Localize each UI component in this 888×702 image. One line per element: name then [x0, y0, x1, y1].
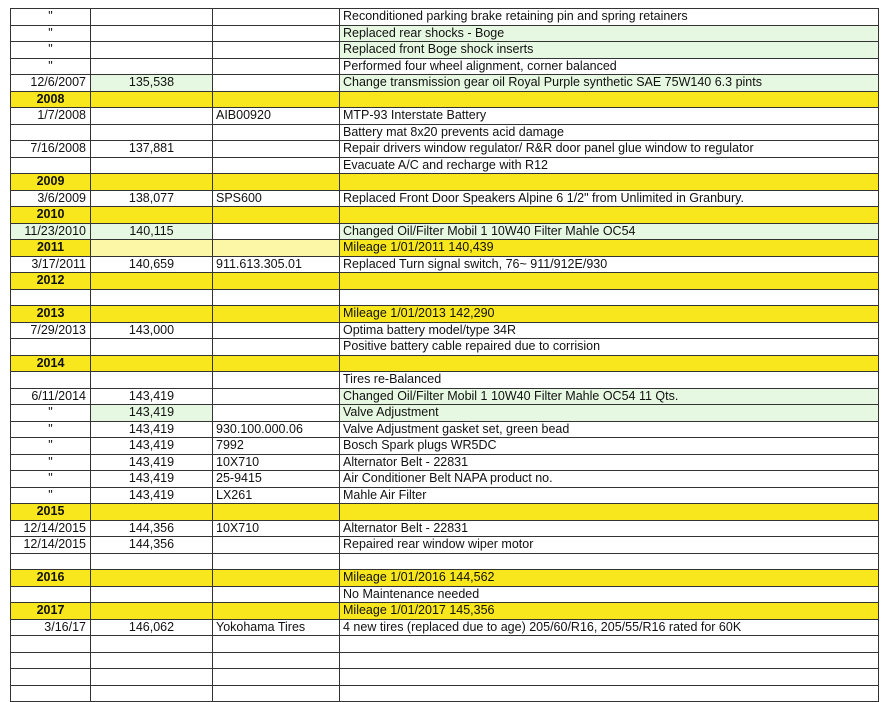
description-cell: Replaced Front Door Speakers Alpine 6 1/2" from Unlimited in Granbury. [340, 190, 879, 207]
part-number-cell [213, 9, 340, 26]
date-cell: " [11, 25, 91, 42]
description-cell: Mileage 1/01/2016 144,562 [340, 570, 879, 587]
mileage-cell [91, 9, 213, 26]
year-header-row [11, 273, 879, 290]
description-cell: 4 new tires (replaced due to age) 205/60/R16, 205/55/R16 rated for 60K [340, 619, 879, 636]
year-header-cell: 2017 [11, 603, 91, 620]
part-number-cell [213, 388, 340, 405]
description-cell: Reconditioned parking brake retaining pin and spring retainers [340, 9, 879, 26]
table-row [11, 124, 879, 141]
year-header-row [11, 207, 879, 224]
description-cell: Positive battery cable repaired due to corrision [340, 339, 879, 356]
date-cell [11, 636, 91, 653]
table-row [11, 438, 879, 455]
table-row [11, 289, 879, 306]
mileage-cell [91, 207, 213, 224]
mileage-cell: 144,356 [91, 537, 213, 554]
part-number-cell [213, 223, 340, 240]
mileage-cell [91, 273, 213, 290]
date-cell: 12/14/2015 [11, 520, 91, 537]
date-cell [11, 586, 91, 603]
year-header-cell: 2015 [11, 504, 91, 521]
date-cell: 7/29/2013 [11, 322, 91, 339]
part-number-cell: 911.613.305.01 [213, 256, 340, 273]
description-cell: Replaced Turn signal switch, 76~ 911/912E/930 [340, 256, 879, 273]
table-row [11, 454, 879, 471]
mileage-cell: 143,419 [91, 438, 213, 455]
mileage-cell [91, 586, 213, 603]
mileage-cell: 138,077 [91, 190, 213, 207]
description-cell: Mileage 1/01/2011 140,439 [340, 240, 879, 257]
year-header-row [11, 355, 879, 372]
mileage-cell [91, 25, 213, 42]
date-cell [11, 372, 91, 389]
part-number-cell [213, 25, 340, 42]
table-row [11, 388, 879, 405]
part-number-cell [213, 289, 340, 306]
description-cell [340, 355, 879, 372]
part-number-cell [213, 240, 340, 257]
description-cell: Alternator Belt - 22831 [340, 520, 879, 537]
part-number-cell [213, 75, 340, 92]
description-cell: Mileage 1/01/2017 145,356 [340, 603, 879, 620]
description-cell: Repaired rear window wiper motor [340, 537, 879, 554]
table-row [11, 553, 879, 570]
description-cell: Evacuate A/C and recharge with R12 [340, 157, 879, 174]
part-number-cell: 10X710 [213, 454, 340, 471]
description-cell: Changed Oil/Filter Mobil 1 10W40 Filter Mahle OC54 [340, 223, 879, 240]
part-number-cell [213, 553, 340, 570]
mileage-cell [91, 306, 213, 323]
date-cell: 11/23/2010 [11, 223, 91, 240]
description-cell [340, 669, 879, 686]
part-number-cell [213, 124, 340, 141]
description-cell: Valve Adjustment gasket set, green bead [340, 421, 879, 438]
table-row [11, 405, 879, 422]
description-cell: Tires re-Balanced [340, 372, 879, 389]
mileage-cell: 143,419 [91, 405, 213, 422]
table-row [11, 669, 879, 686]
part-number-cell: 10X710 [213, 520, 340, 537]
mileage-cell [91, 58, 213, 75]
part-number-cell [213, 355, 340, 372]
part-number-cell [213, 685, 340, 702]
mileage-cell: 140,659 [91, 256, 213, 273]
mileage-cell [91, 603, 213, 620]
date-cell: 3/17/2011 [11, 256, 91, 273]
mileage-cell [91, 157, 213, 174]
year-header-row [11, 240, 879, 257]
table-row [11, 685, 879, 702]
table-row [11, 339, 879, 356]
part-number-cell [213, 586, 340, 603]
table-row [11, 108, 879, 125]
mileage-cell: 137,881 [91, 141, 213, 158]
table-row [11, 75, 879, 92]
year-header-row [11, 306, 879, 323]
date-cell [11, 652, 91, 669]
part-number-cell [213, 405, 340, 422]
mileage-cell [91, 91, 213, 108]
part-number-cell: 930.100.000.06 [213, 421, 340, 438]
table-row [11, 25, 879, 42]
description-cell: Changed Oil/Filter Mobil 1 10W40 Filter Mahle OC54 11 Qts. [340, 388, 879, 405]
mileage-cell [91, 636, 213, 653]
maintenance-log-body [11, 9, 879, 702]
description-cell [340, 289, 879, 306]
mileage-cell: 135,538 [91, 75, 213, 92]
year-header-row [11, 504, 879, 521]
description-cell: Optima battery model/type 34R [340, 322, 879, 339]
description-cell: Alternator Belt - 22831 [340, 454, 879, 471]
date-cell: " [11, 487, 91, 504]
part-number-cell [213, 306, 340, 323]
part-number-cell [213, 372, 340, 389]
mileage-cell [91, 652, 213, 669]
date-cell [11, 553, 91, 570]
description-cell: Repair drivers window regulator/ R&R door panel glue window to regulator [340, 141, 879, 158]
description-cell [340, 207, 879, 224]
table-row [11, 421, 879, 438]
year-header-row [11, 91, 879, 108]
table-row [11, 586, 879, 603]
date-cell: 1/7/2008 [11, 108, 91, 125]
part-number-cell [213, 603, 340, 620]
date-cell: 12/6/2007 [11, 75, 91, 92]
mileage-cell [91, 240, 213, 257]
mileage-cell: 143,419 [91, 454, 213, 471]
description-cell: Battery mat 8x20 prevents acid damage [340, 124, 879, 141]
mileage-cell: 140,115 [91, 223, 213, 240]
date-cell: " [11, 421, 91, 438]
year-header-cell: 2013 [11, 306, 91, 323]
year-header-row [11, 174, 879, 191]
year-header-cell: 2012 [11, 273, 91, 290]
table-row [11, 58, 879, 75]
date-cell: " [11, 9, 91, 26]
date-cell: " [11, 405, 91, 422]
mileage-cell: 143,419 [91, 471, 213, 488]
table-row [11, 157, 879, 174]
mileage-cell [91, 685, 213, 702]
year-header-cell: 2009 [11, 174, 91, 191]
part-number-cell [213, 157, 340, 174]
mileage-cell: 143,419 [91, 421, 213, 438]
mileage-cell [91, 108, 213, 125]
description-cell [340, 273, 879, 290]
part-number-cell [213, 141, 340, 158]
part-number-cell [213, 652, 340, 669]
mileage-cell: 143,419 [91, 388, 213, 405]
mileage-cell [91, 289, 213, 306]
date-cell [11, 685, 91, 702]
date-cell: 3/16/17 [11, 619, 91, 636]
date-cell: " [11, 471, 91, 488]
table-row [11, 652, 879, 669]
year-header-cell: 2010 [11, 207, 91, 224]
part-number-cell [213, 669, 340, 686]
part-number-cell: AIB00920 [213, 108, 340, 125]
date-cell: " [11, 42, 91, 59]
table-row [11, 537, 879, 554]
date-cell [11, 289, 91, 306]
date-cell: 12/14/2015 [11, 537, 91, 554]
table-row [11, 322, 879, 339]
part-number-cell [213, 322, 340, 339]
table-row [11, 636, 879, 653]
mileage-cell [91, 570, 213, 587]
description-cell: Bosch Spark plugs WR5DC [340, 438, 879, 455]
description-cell [340, 504, 879, 521]
date-cell: 7/16/2008 [11, 141, 91, 158]
description-cell [340, 636, 879, 653]
year-header-row [11, 603, 879, 620]
table-row [11, 190, 879, 207]
part-number-cell [213, 273, 340, 290]
part-number-cell [213, 504, 340, 521]
date-cell: 3/6/2009 [11, 190, 91, 207]
mileage-cell [91, 504, 213, 521]
mileage-cell [91, 174, 213, 191]
part-number-cell [213, 91, 340, 108]
date-cell [11, 157, 91, 174]
maintenance-log-table [10, 8, 879, 702]
table-row [11, 372, 879, 389]
description-cell [340, 685, 879, 702]
year-header-cell: 2008 [11, 91, 91, 108]
mileage-cell: 146,062 [91, 619, 213, 636]
mileage-cell [91, 372, 213, 389]
description-cell: MTP-93 Interstate Battery [340, 108, 879, 125]
table-row [11, 141, 879, 158]
date-cell: " [11, 438, 91, 455]
table-row [11, 42, 879, 59]
description-cell [340, 174, 879, 191]
mileage-cell: 143,419 [91, 487, 213, 504]
description-cell: Mahle Air Filter [340, 487, 879, 504]
description-cell: No Maintenance needed [340, 586, 879, 603]
description-cell: Replaced front Boge shock inserts [340, 42, 879, 59]
description-cell [340, 652, 879, 669]
date-cell [11, 339, 91, 356]
table-row [11, 223, 879, 240]
mileage-cell [91, 42, 213, 59]
description-cell: Replaced rear shocks - Boge [340, 25, 879, 42]
year-header-cell: 2016 [11, 570, 91, 587]
table-row [11, 471, 879, 488]
description-cell: Performed four wheel alignment, corner balanced [340, 58, 879, 75]
part-number-cell [213, 339, 340, 356]
part-number-cell [213, 570, 340, 587]
description-cell: Valve Adjustment [340, 405, 879, 422]
description-cell [340, 91, 879, 108]
table-row [11, 256, 879, 273]
part-number-cell [213, 174, 340, 191]
mileage-cell [91, 553, 213, 570]
table-row [11, 520, 879, 537]
part-number-cell [213, 537, 340, 554]
year-header-cell: 2011 [11, 240, 91, 257]
mileage-cell [91, 339, 213, 356]
part-number-cell [213, 636, 340, 653]
date-cell: 6/11/2014 [11, 388, 91, 405]
mileage-cell [91, 669, 213, 686]
description-cell [340, 553, 879, 570]
year-header-cell: 2014 [11, 355, 91, 372]
mileage-cell [91, 355, 213, 372]
part-number-cell: SPS600 [213, 190, 340, 207]
part-number-cell: 7992 [213, 438, 340, 455]
date-cell [11, 124, 91, 141]
table-row [11, 487, 879, 504]
table-row [11, 9, 879, 26]
mileage-cell: 144,356 [91, 520, 213, 537]
description-cell: Change transmission gear oil Royal Purple synthetic SAE 75W140 6.3 pints [340, 75, 879, 92]
part-number-cell [213, 207, 340, 224]
mileage-cell [91, 124, 213, 141]
part-number-cell: 25-9415 [213, 471, 340, 488]
description-cell: Air Conditioner Belt NAPA product no. [340, 471, 879, 488]
part-number-cell [213, 42, 340, 59]
part-number-cell [213, 58, 340, 75]
description-cell: Mileage 1/01/2013 142,290 [340, 306, 879, 323]
table-row [11, 619, 879, 636]
date-cell: " [11, 454, 91, 471]
part-number-cell: LX261 [213, 487, 340, 504]
date-cell [11, 669, 91, 686]
date-cell: " [11, 58, 91, 75]
mileage-cell: 143,000 [91, 322, 213, 339]
part-number-cell: Yokohama Tires [213, 619, 340, 636]
year-header-row [11, 570, 879, 587]
